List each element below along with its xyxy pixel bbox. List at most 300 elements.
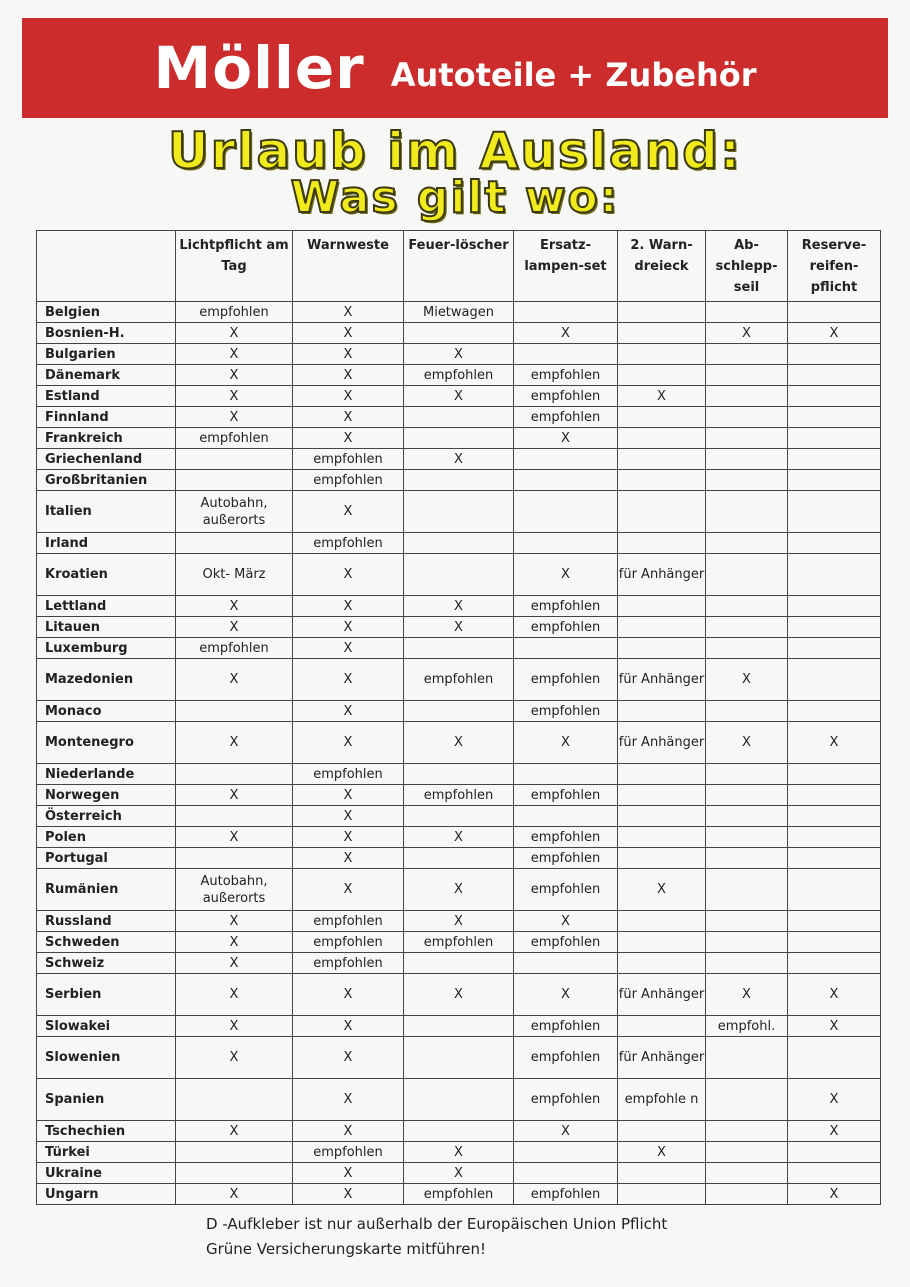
table-cell (706, 638, 788, 659)
column-header: Warnweste (293, 231, 404, 302)
table-cell (788, 470, 881, 491)
table-cell (788, 785, 881, 806)
table-cell: X (176, 1037, 293, 1079)
table-cell (706, 1142, 788, 1163)
column-header-country (37, 231, 176, 302)
table-cell (706, 533, 788, 554)
table-cell: X (176, 974, 293, 1016)
table-cell (404, 953, 514, 974)
column-header: 2. Warn-dreieck (618, 231, 706, 302)
table-cell: empfohlen (404, 1184, 514, 1205)
table-header-row (37, 231, 881, 302)
table-cell: X (706, 323, 788, 344)
table-cell (404, 806, 514, 827)
table-cell (618, 533, 706, 554)
table-cell: empfohlen (293, 911, 404, 932)
table-cell: X (293, 617, 404, 638)
table-cell (514, 953, 618, 974)
table-cell (706, 701, 788, 722)
table-cell: X (706, 974, 788, 1016)
country-cell: Slowenien (37, 1037, 176, 1079)
table-cell (514, 533, 618, 554)
table-cell: X (176, 659, 293, 701)
table-cell (788, 1037, 881, 1079)
table-cell: X (404, 722, 514, 764)
table-cell: empfohlen (293, 1142, 404, 1163)
table-cell (706, 1184, 788, 1205)
table-cell (618, 701, 706, 722)
table-cell: X (618, 386, 706, 407)
country-cell: Luxemburg (37, 638, 176, 659)
table-cell: Autobahn, außerorts (176, 491, 293, 533)
table-cell (404, 764, 514, 785)
table-cell: X (293, 827, 404, 848)
country-cell: Norwegen (37, 785, 176, 806)
table-cell (788, 932, 881, 953)
country-cell: Frankreich (37, 428, 176, 449)
table-cell: empfohlen (176, 428, 293, 449)
table-cell (176, 470, 293, 491)
country-cell: Montenegro (37, 722, 176, 764)
table-cell (618, 1163, 706, 1184)
country-cell: Estland (37, 386, 176, 407)
table-cell (618, 911, 706, 932)
table-cell: X (176, 785, 293, 806)
table-cell (404, 428, 514, 449)
footer-note-sticker: D -Aufkleber ist nur außerhalb der Europäischen Union Pflicht (206, 1215, 668, 1233)
table-cell: empfohlen (514, 596, 618, 617)
table-row (37, 365, 881, 386)
table-cell: empfohlen (404, 932, 514, 953)
table-cell (706, 932, 788, 953)
table-cell: empfohlen (514, 848, 618, 869)
table-cell (706, 1121, 788, 1142)
table-cell: X (176, 617, 293, 638)
table-cell (514, 491, 618, 533)
country-cell: Lettland (37, 596, 176, 617)
table-cell (618, 764, 706, 785)
table-cell (618, 407, 706, 428)
table-cell: X (176, 722, 293, 764)
table-cell: X (293, 365, 404, 386)
table-cell (788, 1142, 881, 1163)
table-row (37, 323, 881, 344)
table-cell (788, 827, 881, 848)
table-cell: X (293, 974, 404, 1016)
country-cell: Monaco (37, 701, 176, 722)
table-cell: X (788, 1016, 881, 1037)
table-cell (404, 470, 514, 491)
table-cell: empfohlen (293, 764, 404, 785)
table-cell: empfohlen (404, 785, 514, 806)
table-cell: X (788, 1079, 881, 1121)
table-cell: X (176, 911, 293, 932)
table-cell (618, 449, 706, 470)
table-cell (788, 533, 881, 554)
table-cell (706, 764, 788, 785)
table-cell: Okt- März (176, 554, 293, 596)
table-cell: X (293, 386, 404, 407)
table-row (37, 386, 881, 407)
table-cell: empfohlen (293, 470, 404, 491)
table-row (37, 827, 881, 848)
table-cell: für Anhänger (618, 554, 706, 596)
table-cell: X (706, 722, 788, 764)
table-row (37, 428, 881, 449)
country-cell: Bosnien-H. (37, 323, 176, 344)
page-title: Urlaub im Ausland: (168, 122, 742, 180)
table-cell (788, 302, 881, 323)
table-row (37, 974, 881, 1016)
table-cell: empfohlen (514, 1016, 618, 1037)
table-cell (706, 386, 788, 407)
table-cell: empfohlen (514, 827, 618, 848)
page-subtitle: Was gilt wo: (290, 172, 620, 223)
table-cell: empfohlen (293, 953, 404, 974)
table-row (37, 1142, 881, 1163)
table-row (37, 701, 881, 722)
table-cell (788, 407, 881, 428)
table-cell (618, 617, 706, 638)
table-cell (176, 701, 293, 722)
table-cell: X (176, 1184, 293, 1205)
table-cell: X (293, 848, 404, 869)
country-cell: Mazedonien (37, 659, 176, 701)
table-cell (618, 932, 706, 953)
table-cell (176, 764, 293, 785)
column-header: Reserve-reifen-pflicht (788, 231, 881, 302)
table-cell (706, 806, 788, 827)
table-row (37, 764, 881, 785)
table-row (37, 806, 881, 827)
table-cell: X (404, 386, 514, 407)
table-cell: X (176, 386, 293, 407)
table-cell (788, 953, 881, 974)
table-cell (618, 596, 706, 617)
table-cell: X (176, 365, 293, 386)
table-cell: X (293, 785, 404, 806)
table-cell: X (404, 827, 514, 848)
table-cell: empfohlen (514, 407, 618, 428)
table-cell (618, 491, 706, 533)
country-cell: Schweden (37, 932, 176, 953)
table-cell (706, 911, 788, 932)
country-cell: Portugal (37, 848, 176, 869)
table-cell (788, 764, 881, 785)
table-cell: X (404, 1142, 514, 1163)
table-row (37, 1121, 881, 1142)
table-row (37, 953, 881, 974)
country-cell: Italien (37, 491, 176, 533)
table-cell: empfohlen (404, 365, 514, 386)
table-cell (176, 533, 293, 554)
table-cell (706, 617, 788, 638)
table-cell (404, 1016, 514, 1037)
table-cell (706, 407, 788, 428)
table-row (37, 449, 881, 470)
table-cell: X (514, 722, 618, 764)
table-cell (618, 344, 706, 365)
table-cell: X (176, 827, 293, 848)
table-cell (788, 554, 881, 596)
column-header: Feuer-löscher (404, 231, 514, 302)
table-cell (404, 701, 514, 722)
table-cell (788, 449, 881, 470)
table-cell (618, 302, 706, 323)
table-cell: X (404, 617, 514, 638)
table-cell: X (293, 407, 404, 428)
table-cell: für Anhänger (618, 659, 706, 701)
table-row (37, 533, 881, 554)
table-cell: X (176, 323, 293, 344)
table-cell (404, 638, 514, 659)
table-cell: X (404, 911, 514, 932)
table-cell: X (176, 1121, 293, 1142)
table-cell: X (404, 344, 514, 365)
table-cell (788, 911, 881, 932)
column-header: Lichtpflicht am Tag (176, 231, 293, 302)
table-row (37, 491, 881, 533)
table-row (37, 932, 881, 953)
table-row (37, 848, 881, 869)
table-cell (404, 1079, 514, 1121)
table-cell: X (176, 1016, 293, 1037)
table-cell (618, 1184, 706, 1205)
table-cell (706, 428, 788, 449)
table-row (37, 407, 881, 428)
table-cell (404, 554, 514, 596)
country-cell: Rumänien (37, 869, 176, 911)
table-cell: für Anhänger (618, 1037, 706, 1079)
table-cell: X (293, 554, 404, 596)
table-cell: X (176, 932, 293, 953)
table-cell: Autobahn, außerorts (176, 869, 293, 911)
country-cell: Spanien (37, 1079, 176, 1121)
table-row (37, 1079, 881, 1121)
rules-table (36, 230, 881, 1205)
table-cell (404, 848, 514, 869)
table-cell (618, 785, 706, 806)
table-cell: empfohlen (514, 617, 618, 638)
table-row (37, 1037, 881, 1079)
table-cell (706, 1037, 788, 1079)
table-cell (706, 491, 788, 533)
table-cell: X (514, 323, 618, 344)
table-cell (706, 827, 788, 848)
table-cell (788, 386, 881, 407)
table-cell (706, 1163, 788, 1184)
table-row (37, 554, 881, 596)
table-cell: X (788, 323, 881, 344)
table-cell (788, 848, 881, 869)
table-cell: empfohlen (404, 659, 514, 701)
table-row (37, 617, 881, 638)
country-cell: Kroatien (37, 554, 176, 596)
table-row (37, 869, 881, 911)
table-cell (788, 1163, 881, 1184)
table-cell (706, 554, 788, 596)
table-row (37, 1163, 881, 1184)
table-cell: X (788, 1184, 881, 1205)
table-cell: X (293, 344, 404, 365)
column-header: Ersatz-lampen-set (514, 231, 618, 302)
table-cell (618, 323, 706, 344)
table-cell: empfohlen (514, 1184, 618, 1205)
table-cell: X (293, 701, 404, 722)
country-cell: Großbritanien (37, 470, 176, 491)
table-cell: X (293, 1163, 404, 1184)
country-cell: Dänemark (37, 365, 176, 386)
table-cell (176, 848, 293, 869)
table-cell (706, 869, 788, 911)
country-cell: Ungarn (37, 1184, 176, 1205)
table-cell (788, 365, 881, 386)
table-row (37, 659, 881, 701)
country-cell: Schweiz (37, 953, 176, 974)
table-cell (176, 449, 293, 470)
table-cell (176, 1163, 293, 1184)
table-cell: X (293, 302, 404, 323)
table-cell: X (176, 344, 293, 365)
table-cell (618, 953, 706, 974)
table-cell: X (788, 974, 881, 1016)
table-row (37, 1016, 881, 1037)
table-cell (618, 365, 706, 386)
table-cell: empfohl. (706, 1016, 788, 1037)
table-cell: X (293, 323, 404, 344)
table-cell: X (404, 449, 514, 470)
table-cell (176, 1142, 293, 1163)
column-header: Ab-schlepp-seil (706, 231, 788, 302)
table-cell: X (293, 491, 404, 533)
table-cell (788, 617, 881, 638)
table-cell (706, 365, 788, 386)
table-row (37, 785, 881, 806)
table-cell: X (176, 953, 293, 974)
table-cell: X (514, 974, 618, 1016)
table-cell: X (293, 806, 404, 827)
table-cell: X (293, 638, 404, 659)
table-cell (404, 533, 514, 554)
table-row (37, 911, 881, 932)
table-cell: empfohlen (514, 785, 618, 806)
table-cell: X (176, 407, 293, 428)
table-cell: empfohlen (514, 932, 618, 953)
table-cell: X (618, 869, 706, 911)
country-cell: Litauen (37, 617, 176, 638)
table-row (37, 722, 881, 764)
table-cell (706, 953, 788, 974)
country-cell: Griechenland (37, 449, 176, 470)
country-cell: Türkei (37, 1142, 176, 1163)
table-cell (514, 449, 618, 470)
table-cell: X (788, 722, 881, 764)
table-cell (404, 323, 514, 344)
table-cell (404, 407, 514, 428)
table-cell: empfohlen (176, 302, 293, 323)
table-row (37, 344, 881, 365)
table-row (37, 302, 881, 323)
table-cell: Mietwagen (404, 302, 514, 323)
table-cell (176, 806, 293, 827)
table-cell: empfohlen (176, 638, 293, 659)
table-cell: X (404, 1163, 514, 1184)
country-cell: Ukraine (37, 1163, 176, 1184)
table-row (37, 638, 881, 659)
table-cell (706, 470, 788, 491)
table-cell (618, 827, 706, 848)
table-cell (788, 428, 881, 449)
table-cell: X (293, 659, 404, 701)
table-cell (788, 344, 881, 365)
brand-name: Möller (153, 34, 365, 102)
table-cell: X (404, 974, 514, 1016)
table-cell: empfohlen (293, 533, 404, 554)
table-cell: X (293, 596, 404, 617)
table-cell: X (404, 869, 514, 911)
table-cell: X (788, 1121, 881, 1142)
table-cell: X (514, 911, 618, 932)
table-cell (706, 848, 788, 869)
table-cell (618, 428, 706, 449)
table-cell: X (514, 428, 618, 449)
table-cell (514, 806, 618, 827)
table-cell: X (514, 554, 618, 596)
table-cell (618, 806, 706, 827)
country-cell: Irland (37, 533, 176, 554)
table-cell: empfohlen (514, 701, 618, 722)
table-row (37, 596, 881, 617)
table-cell: X (618, 1142, 706, 1163)
country-cell: Polen (37, 827, 176, 848)
table-cell: X (706, 659, 788, 701)
country-cell: Finnland (37, 407, 176, 428)
table-cell (514, 470, 618, 491)
table-cell (706, 1079, 788, 1121)
country-cell: Serbien (37, 974, 176, 1016)
table-cell: empfohlen (514, 386, 618, 407)
table-cell (706, 785, 788, 806)
table-row (37, 1184, 881, 1205)
table-cell: empfohlen (514, 1037, 618, 1079)
table-cell: X (293, 869, 404, 911)
country-cell: Niederlande (37, 764, 176, 785)
table-cell (618, 848, 706, 869)
table-cell: X (293, 1016, 404, 1037)
table-cell: X (293, 428, 404, 449)
brand-banner (22, 18, 888, 118)
table-cell: X (293, 1184, 404, 1205)
table-cell: empfohlen (514, 365, 618, 386)
table-cell (706, 449, 788, 470)
table-cell (788, 638, 881, 659)
table-cell: für Anhänger (618, 722, 706, 764)
table-cell (176, 1079, 293, 1121)
table-cell (706, 344, 788, 365)
table-cell (514, 638, 618, 659)
table-cell (618, 1016, 706, 1037)
country-cell: Belgien (37, 302, 176, 323)
country-cell: Russland (37, 911, 176, 932)
table-cell (514, 1142, 618, 1163)
table-cell: X (404, 596, 514, 617)
table-cell (788, 869, 881, 911)
table-cell (514, 344, 618, 365)
table-cell (618, 470, 706, 491)
footer-note-insurance: Grüne Versicherungskarte mitführen! (206, 1240, 486, 1258)
table-cell: X (293, 1037, 404, 1079)
country-cell: Slowakei (37, 1016, 176, 1037)
